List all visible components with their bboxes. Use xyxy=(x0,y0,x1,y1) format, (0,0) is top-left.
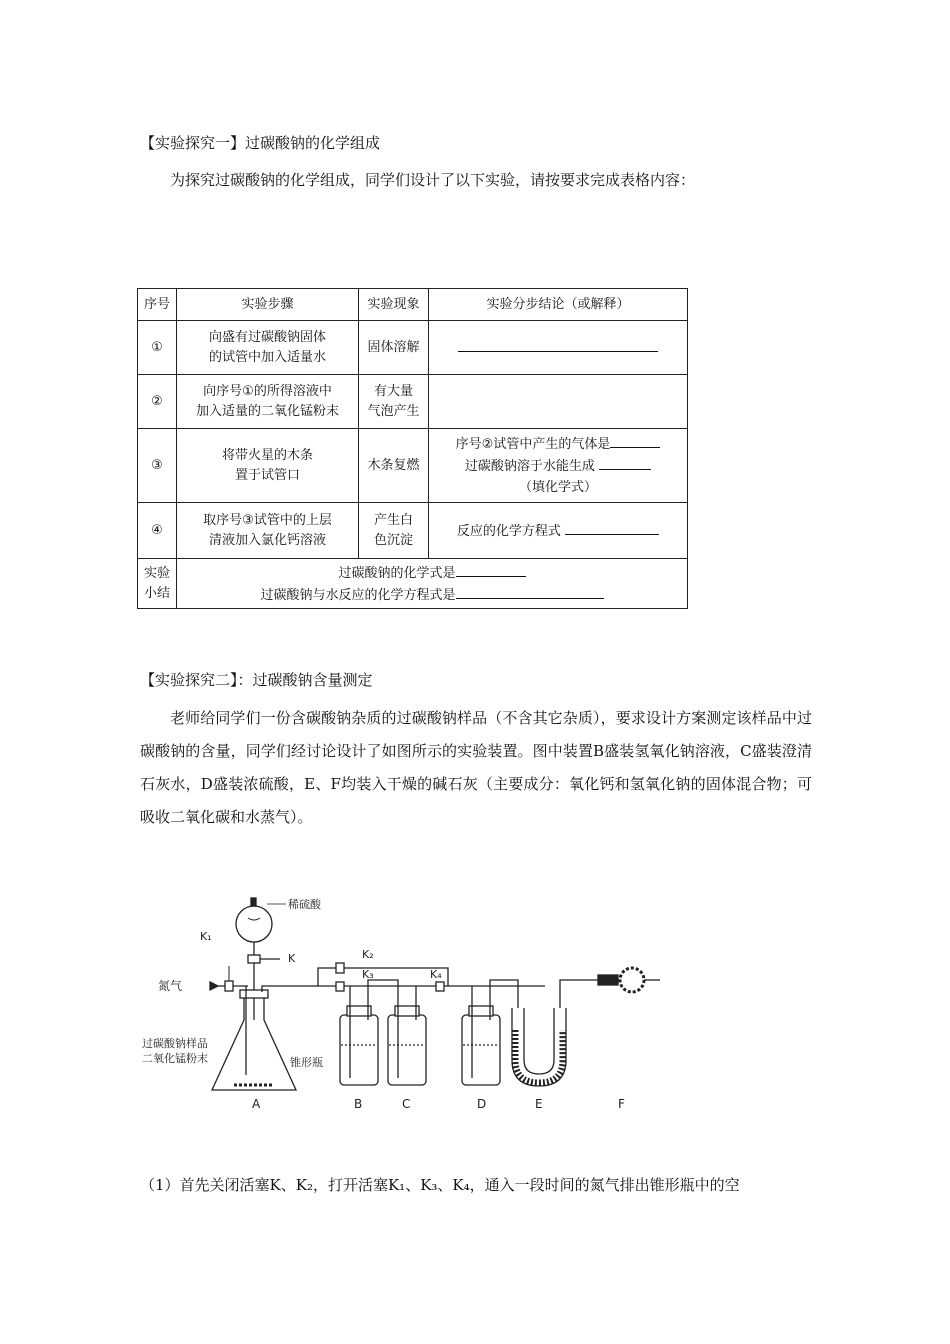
funnel-stopper xyxy=(251,898,256,906)
row-phenomenon: 木条复燃 xyxy=(359,429,429,503)
apparatus-diagram xyxy=(140,880,680,1120)
answer-blank[interactable] xyxy=(599,455,651,470)
label-k3: K₃ xyxy=(362,968,374,981)
label-catalyst: 二氧化锰粉末 xyxy=(142,1052,208,1065)
label-sample: 过碳酸钠样品 xyxy=(142,1037,208,1050)
row-phenomenon: 固体溶解 xyxy=(359,321,429,375)
section-1-intro: 为探究过碳酸钠的化学组成，同学们设计了以下实验，请按要求完成表格内容： xyxy=(170,171,696,189)
row-step: 向盛有过碳酸钠固体 的试管中加入适量水 xyxy=(177,321,359,375)
question-1: （1）首先关闭活塞K、K₂，打开活塞K₁、K₃、K₄，通入一段时间的氮气排出锥形瓶中的空 xyxy=(140,1176,740,1194)
row-no: ③ xyxy=(138,429,177,503)
separatory-funnel xyxy=(236,906,272,942)
section-1-heading: 【实验探究一】过碳酸钠的化学组成 xyxy=(140,134,381,152)
row-no: ① xyxy=(138,321,177,375)
header-step: 实验步骤 xyxy=(177,289,359,321)
label-k1: K₁ xyxy=(200,930,212,943)
row-step: 将带火星的木条 置于试管口 xyxy=(177,429,359,503)
caption-e: E xyxy=(535,1097,543,1111)
stopcock-k4 xyxy=(436,982,444,991)
table-row xyxy=(138,321,688,375)
caption-b: B xyxy=(354,1097,363,1111)
stopcock-k3 xyxy=(336,982,344,991)
section-2-paragraph: 老师给同学们一份含碳酸钠杂质的过碳酸钠样品（不含其它杂质），要求设计方案测定该样品中过碳酸钠的含量，同学们经讨论设计了如图所示的实验装置。图中装置B盛装氢氧化钠溶液，C盛装澄清石灰水，D盛装浓硫酸，E、F均装入干燥的碱石灰（主要成分：氧化钙和氢氧化钠的固体混合物；可吸收二氧化碳和水蒸气）。 xyxy=(140,709,812,826)
summary-label: 实验 小结 xyxy=(138,559,177,609)
experiment-table xyxy=(137,288,688,609)
row-conclusion: 序号②试管中产生的气体是 过碳酸钠溶于水能生成 （填化学式） xyxy=(429,429,688,503)
bottle-d xyxy=(462,986,500,1085)
stopcock-k xyxy=(248,955,260,963)
caption-a: A xyxy=(252,1097,261,1111)
row-step: 向序号①的所得溶液中 加入适量的二氧化锰粉末 xyxy=(177,375,359,429)
header-conclusion: 实验分步结论（或解释） xyxy=(429,289,688,321)
table-row xyxy=(138,429,688,503)
row-no: ② xyxy=(138,375,177,429)
label-k4: K₄ xyxy=(430,968,442,981)
answer-blank[interactable] xyxy=(456,562,526,577)
header-phenomenon: 实验现象 xyxy=(359,289,429,321)
caption-c: C xyxy=(402,1097,411,1111)
drying-tube-f xyxy=(585,968,660,992)
label-k2: K₂ xyxy=(362,948,374,961)
row-conclusion xyxy=(429,375,688,429)
caption-d: D xyxy=(477,1097,487,1111)
table-row xyxy=(138,503,688,559)
main-tube xyxy=(262,986,545,992)
label-dilute-acid: 稀硫酸 xyxy=(288,898,321,911)
answer-blank[interactable] xyxy=(458,337,658,352)
stopcock-k2 xyxy=(336,963,344,973)
label-flask: 锥形瓶 xyxy=(290,1056,323,1069)
table-row xyxy=(138,559,688,609)
u-tube-e xyxy=(512,980,585,1086)
caption-f: F xyxy=(618,1097,625,1111)
section-2-heading: 【实验探究二】：过碳酸钠含量测定 xyxy=(140,671,373,689)
row-no: ④ xyxy=(138,503,177,559)
row-phenomenon: 有大量 气泡产生 xyxy=(359,375,429,429)
table-row xyxy=(138,375,688,429)
label-k: K xyxy=(288,952,296,965)
answer-blank[interactable] xyxy=(610,433,660,448)
stopcock-k1 xyxy=(225,981,233,991)
row-conclusion xyxy=(429,321,688,375)
row-conclusion: 反应的化学方程式 xyxy=(429,503,688,559)
answer-blank[interactable] xyxy=(565,520,659,535)
bottle-b xyxy=(340,986,378,1085)
row-step: 取序号③试管中的上层 清液加入氯化钙溶液 xyxy=(177,503,359,559)
answer-blank[interactable] xyxy=(456,584,604,599)
header-no: 序号 xyxy=(138,289,177,321)
bottle-c xyxy=(388,986,426,1085)
row-phenomenon: 产生白 色沉淀 xyxy=(359,503,429,559)
summary-content: 过碳酸钠的化学式是 过碳酸钠与水反应的化学方程式是 xyxy=(177,559,688,609)
label-nitrogen: 氮气 xyxy=(158,979,183,993)
